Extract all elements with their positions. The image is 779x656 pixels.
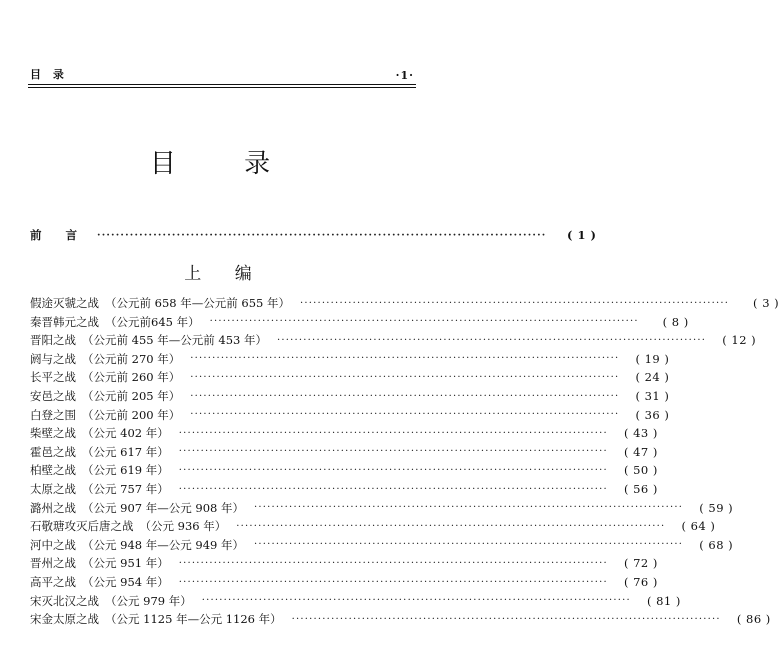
entry-name: 假途灭虢之战 — [30, 296, 99, 310]
leader-dots: ·································································································· — [291, 613, 721, 625]
leader-dots: ·································································································· — [178, 427, 608, 439]
entry-date: （公元 948 年—公元 949 年） — [82, 537, 245, 552]
entry-name: 白登之围 — [30, 407, 76, 422]
page-title: 目 录 — [149, 149, 301, 179]
entry-date: （公元前645 年） — [105, 314, 200, 329]
entry-name: 高平之战 — [30, 575, 76, 589]
entry-page: ( 59 ) — [699, 500, 734, 515]
leader-dots: ·································································································· — [190, 353, 620, 365]
entry-page: ( 12 ) — [722, 333, 757, 348]
entry-name: 晋州之战 — [30, 556, 76, 571]
leader-dots: ·································································································· — [190, 371, 620, 383]
entry-page: ( 81 ) — [646, 593, 681, 608]
toc-entry[interactable] — [30, 536, 734, 554]
entry-name: 宋金太原之战 — [30, 612, 99, 627]
leader-dots: ································································································ — [97, 229, 547, 241]
toc-entry[interactable] — [30, 331, 757, 349]
toc-entry[interactable] — [30, 610, 771, 628]
toc-entry[interactable] — [30, 350, 670, 368]
entry-name: 前 言 — [30, 228, 88, 242]
toc-entry[interactable] — [30, 573, 658, 591]
entry-name: 河中之战 — [30, 537, 76, 552]
toc-entry-preface[interactable] — [30, 226, 597, 244]
leader-dots: ·································································································· — [254, 539, 684, 551]
toc-entry[interactable] — [30, 294, 779, 312]
entry-date: （公元前 270 年） — [82, 351, 181, 366]
toc-entry[interactable] — [30, 461, 658, 479]
leader-dots: ·································································································· — [190, 390, 620, 402]
toc-entry[interactable] — [30, 313, 689, 331]
entry-page: ( 43 ) — [623, 426, 658, 441]
entry-date: （公元 402 年） — [82, 426, 169, 441]
entry-date: （公元 936 年） — [139, 519, 227, 534]
entry-page: ( 19 ) — [635, 351, 670, 366]
leader-dots: ·································································································· — [178, 557, 608, 569]
entry-date: （公元 979 年） — [105, 593, 192, 608]
entry-page: ( 50 ) — [623, 463, 658, 478]
entry-page: ( 72 ) — [623, 556, 658, 571]
toc-entry[interactable] — [30, 368, 670, 386]
entry-page: ( 47 ) — [623, 444, 658, 459]
header-rule-thin — [28, 87, 416, 88]
entry-date: （公元 617 年） — [82, 444, 169, 459]
entry-page: ( 3 ) — [753, 296, 779, 310]
header-rule — [28, 84, 416, 85]
entry-name: 潞州之战 — [30, 500, 76, 515]
toc-entry[interactable] — [30, 443, 658, 461]
entry-date: （公元前 200 年） — [82, 407, 181, 422]
entry-date: （公元前 260 年） — [82, 370, 181, 385]
entry-date: （公元 907 年—公元 908 年） — [82, 500, 245, 515]
entry-page: ( 76 ) — [623, 575, 658, 589]
toc-entry[interactable] — [30, 592, 681, 610]
entry-page: ( 31 ) — [635, 389, 670, 403]
toc-entry[interactable] — [30, 406, 670, 424]
entry-name: 阏与之战 — [30, 351, 76, 366]
leader-dots: ·································································································· — [178, 446, 608, 458]
entry-date: （公元前 205 年） — [82, 389, 181, 403]
leader-dots: ·································································································· — [178, 576, 608, 588]
leader-dots: ·································································································· — [201, 595, 631, 607]
toc-entry[interactable] — [30, 480, 658, 498]
entry-date: （公元前 455 年—公元前 453 年） — [82, 333, 268, 348]
section-heading: 上 编 — [184, 264, 266, 284]
entry-page: ( 64 ) — [681, 519, 716, 534]
toc-entry[interactable] — [30, 517, 716, 535]
entry-name: 宋灭北汉之战 — [30, 593, 99, 608]
entry-page: ( 86 ) — [736, 612, 771, 627]
entry-page: ( 24 ) — [635, 370, 670, 385]
entry-name: 秦晋韩元之战 — [30, 314, 99, 329]
leader-dots: ·································································································· — [236, 520, 666, 532]
running-head — [30, 66, 414, 82]
leader-dots: ·································································································· — [209, 316, 639, 328]
entry-date: （公元 954 年） — [82, 575, 169, 589]
entry-name: 太原之战 — [30, 482, 76, 496]
entry-name: 晋阳之战 — [30, 333, 76, 348]
entry-name: 柴壁之战 — [30, 426, 76, 441]
entry-page: ( 68 ) — [699, 537, 734, 552]
leader-dots: ·································································································· — [254, 502, 684, 514]
entry-page: ( 56 ) — [623, 482, 658, 496]
entry-name: 柏壁之战 — [30, 463, 76, 478]
entry-name: 石敬瑭攻灭后唐之战 — [30, 519, 134, 534]
entry-date: （公元 951 年） — [82, 556, 169, 571]
toc-entry[interactable] — [30, 554, 658, 572]
entry-name: 长平之战 — [30, 370, 76, 385]
leader-dots: ·································································································· — [277, 334, 707, 346]
leader-dots: ·································································································· — [190, 409, 620, 421]
entry-date: （公元 757 年） — [82, 482, 169, 496]
entry-name: 安邑之战 — [30, 389, 76, 403]
toc-entry[interactable] — [30, 424, 658, 442]
entry-date: （公元 1125 年—公元 1126 年） — [105, 612, 282, 627]
entry-page: ( 8 ) — [662, 314, 689, 329]
leader-dots: ·································································································· — [300, 297, 730, 309]
toc-entry[interactable] — [30, 499, 734, 517]
entry-date: （公元 619 年） — [82, 463, 169, 478]
entry-page: ( 1 ) — [567, 228, 597, 242]
entry-page: ( 36 ) — [635, 407, 670, 422]
leader-dots: ·································································································· — [178, 483, 608, 495]
page-number: ·1· — [395, 69, 414, 82]
running-head-title: 目 录 — [30, 68, 68, 81]
entry-name: 霍邑之战 — [30, 444, 76, 459]
entry-date: （公元前 658 年—公元前 655 年） — [105, 296, 291, 310]
toc-entry[interactable] — [30, 387, 670, 405]
leader-dots: ·································································································· — [178, 464, 608, 476]
